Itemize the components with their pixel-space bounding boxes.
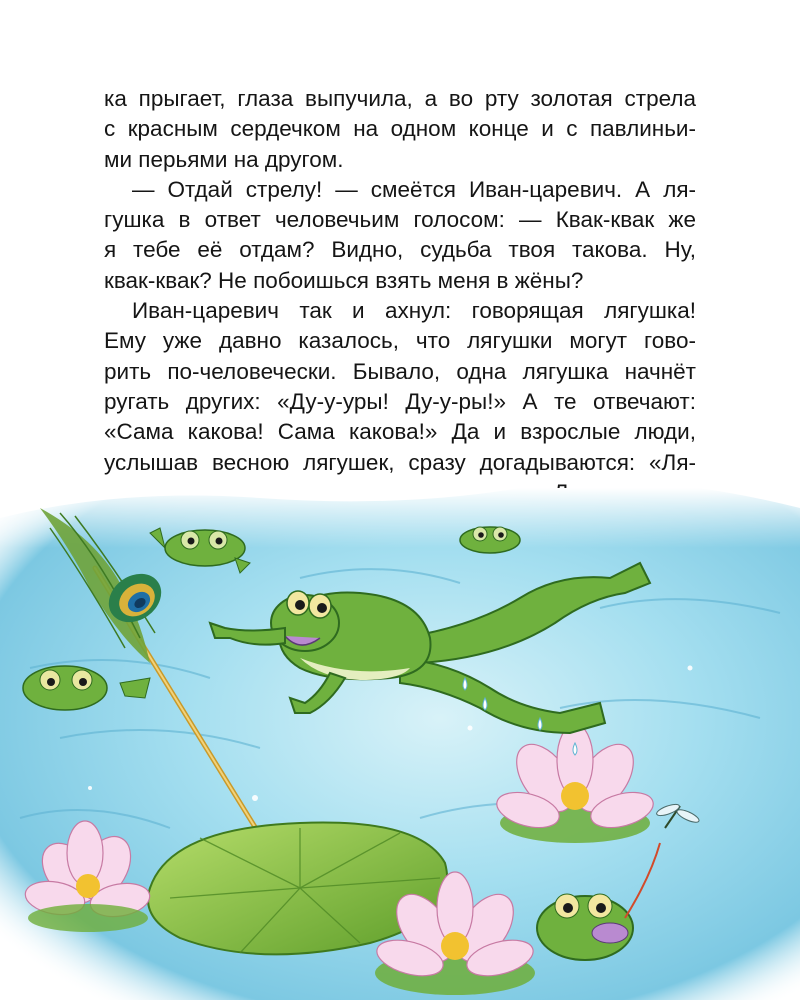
text-line: — Отдай стрелу! — смеётся Иван-царевич. А ля- [132,176,696,202]
pond-illustration [0,488,800,1000]
text-line: Иван-царевич так и ахнул: говорящая лягушка! [132,298,696,324]
text-line: Ему уже давно казалось, что лягушки могут гово- [104,328,696,354]
frog-peeking-top-right [460,527,520,553]
text-line: рить по-человечески. Бывало, одна лягушка начнёт [104,358,696,384]
text-line: гушка в ответ человечьим голосом: — Квак-квак же [104,207,696,233]
text-line: квак-квак? Не побоишься взять меня в жёны? [104,267,584,293]
text-line: с красным сердечком на одном конце и с павлиньи- [104,116,696,142]
text-line: я тебе её отдам? Видно, судьба твоя такова. Ну, [104,237,696,263]
text-line: ми перьями на другом. [104,146,344,172]
story-text [104,84,696,538]
text-line: ка прыгает, глаза выпучила, а во рту золотая стрела [104,86,696,111]
text-line: услышав весною лягушек, сразу догадываются: «Ля- [104,449,696,475]
text-line: «Сама какова! Сама какова!» Да и взрослые люди, [104,419,696,445]
paragraph-1 [104,84,696,175]
text-line: ругать других: «Ду-у-уры! Ду-у-ры!» А те отвечают: [104,388,696,414]
paragraph-2 [104,175,696,296]
